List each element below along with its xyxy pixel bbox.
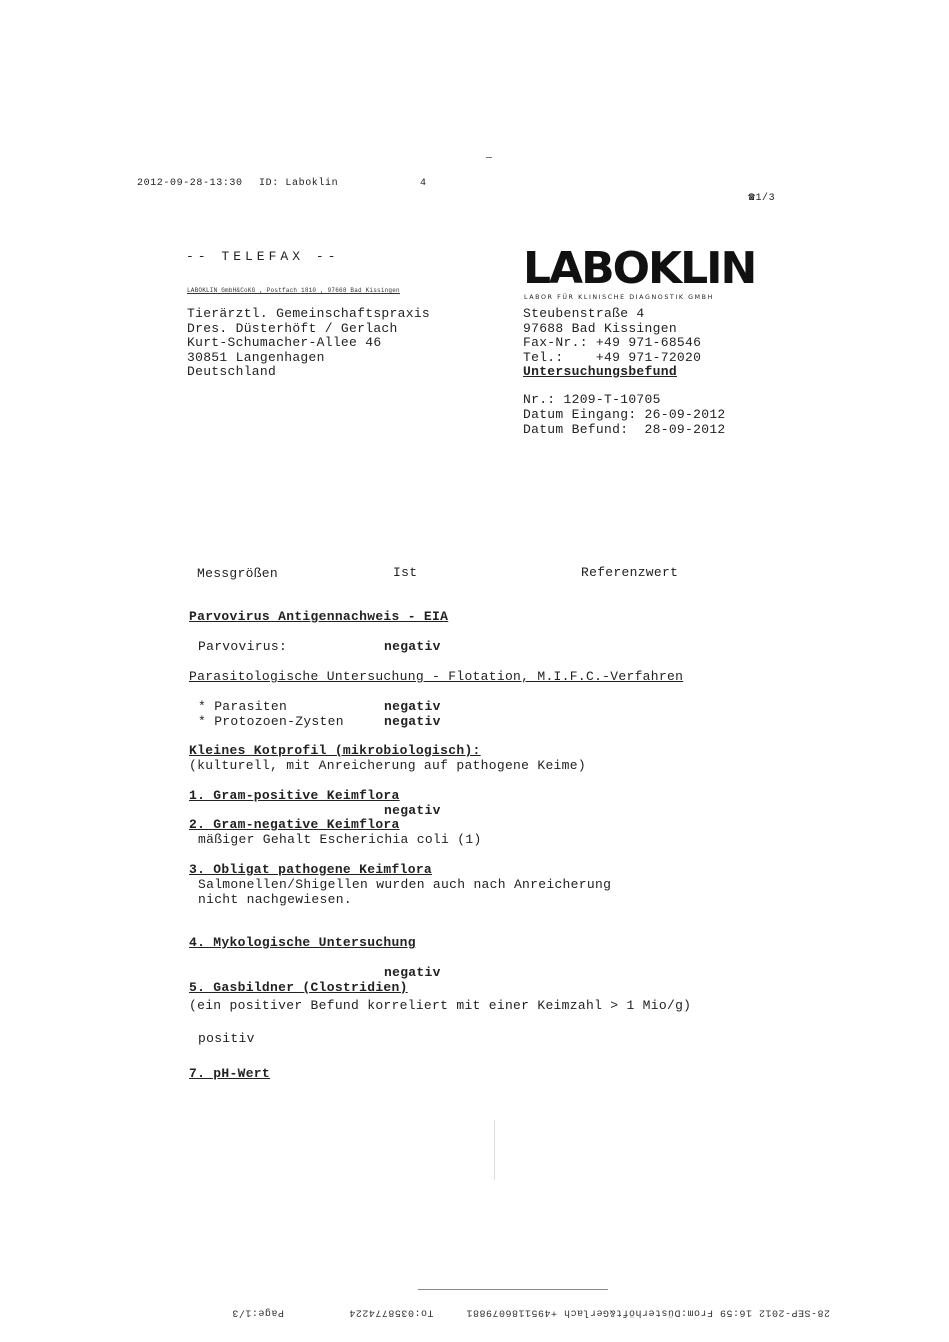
parvovirus-label: Parvovirus:: [198, 639, 288, 654]
obligat-line-2: nicht nachgewiesen.: [198, 892, 352, 907]
gram-positive-title: 1. Gram-positive Keimflora: [189, 788, 400, 803]
gasbildner-value: positiv: [198, 1031, 255, 1046]
recipient-line-1: Tierärztl. Gemeinschaftspraxis: [187, 306, 431, 321]
column-header-referenzwert: Referenzwert: [581, 565, 679, 580]
recipient-line-2: Dres. Düsterhöft / Gerlach: [187, 321, 398, 336]
mykologie-value: negativ: [384, 965, 441, 980]
section-parasitology-title: Parasitologische Untersuchung - Flotation, M.I.F.C.-Verfahren: [189, 669, 684, 684]
gram-positive-value: negativ: [384, 803, 441, 818]
fax-footer-inverted: 28-SEP-2012 16:59 From:Düsterhöft&Gerlach +4951186079881 To:0358774224 Page:1/3: [231, 1306, 830, 1318]
datum-befund: Datum Befund: 28-09-2012: [523, 422, 726, 437]
parvovirus-value: negativ: [384, 639, 441, 654]
ph-wert-title: 7. pH-Wert: [189, 1066, 271, 1081]
gasbildner-note: (ein positiver Befund korreliert mit einer Keimzahl > 1 Mio/g): [189, 998, 692, 1013]
lab-tel: Tel.: +49 971-72020: [523, 350, 702, 365]
report-number: Nr.: 1209-T-10705: [523, 392, 661, 407]
obligat-pathogene-title: 3. Obligat pathogene Keimflora: [189, 862, 433, 877]
section-parvovirus-title: Parvovirus Antigennachweis - EIA: [189, 609, 449, 624]
obligat-line-1: Salmonellen/Shigellen wurden auch nach Anreicherung: [198, 877, 612, 892]
fax-page-count: ☎1/3: [748, 191, 776, 204]
lab-city: 97688 Bad Kissingen: [523, 321, 677, 336]
gram-negative-title: 2. Gram-negative Keimflora: [189, 817, 400, 832]
gasbildner-title: 5. Gasbildner (Clostridien): [189, 980, 408, 995]
fax-timestamp: 2012-09-28-13:30: [137, 178, 243, 189]
datum-eingang: Datum Eingang: 26-09-2012: [523, 407, 726, 422]
fax-id: ID: Laboklin: [259, 178, 339, 189]
parasiten-value: negativ: [384, 699, 441, 714]
recipient-line-3: Kurt-Schumacher-Allee 46: [187, 335, 382, 350]
recipient-line-5: Deutschland: [187, 364, 277, 379]
gram-negative-value: mäßiger Gehalt Escherichia coli (1): [198, 832, 482, 847]
recipient-line-4: 30851 Langenhagen: [187, 350, 325, 365]
lab-fax: Fax-Nr.: +49 971-68546: [523, 335, 702, 350]
document-type: Untersuchungsbefund: [523, 364, 677, 379]
kotprofil-note: (kulturell, mit Anreicherung auf pathogene Keime): [189, 758, 586, 773]
mykologie-title: 4. Mykologische Untersuchung: [189, 935, 416, 950]
fax-page-number: 4: [420, 178, 427, 189]
section-kotprofil-title: Kleines Kotprofil (mikrobiologisch):: [189, 743, 481, 758]
protozoen-label: * Protozoen-Zysten: [198, 714, 344, 729]
fax-page-icon: ☎: [748, 191, 756, 204]
column-header-messgroessen: Messgrößen: [197, 566, 279, 581]
column-header-ist: Ist: [393, 565, 418, 580]
sender-return-line: LABOKLIN GmbH&CoKG , Postfach 1810 , 97668 Bad Kissingen: [187, 287, 400, 294]
logo-subtitle: LABOR FÜR KLINISCHE DIAGNOSTIK GMBH: [524, 294, 714, 301]
telefax-heading: -- TELEFAX --: [186, 249, 340, 264]
protozoen-value: negativ: [384, 714, 441, 729]
parasiten-label: * Parasiten: [198, 699, 288, 714]
laboklin-logo: LABOKLIN: [523, 243, 756, 294]
lab-street: Steubenstraße 4: [523, 306, 645, 321]
